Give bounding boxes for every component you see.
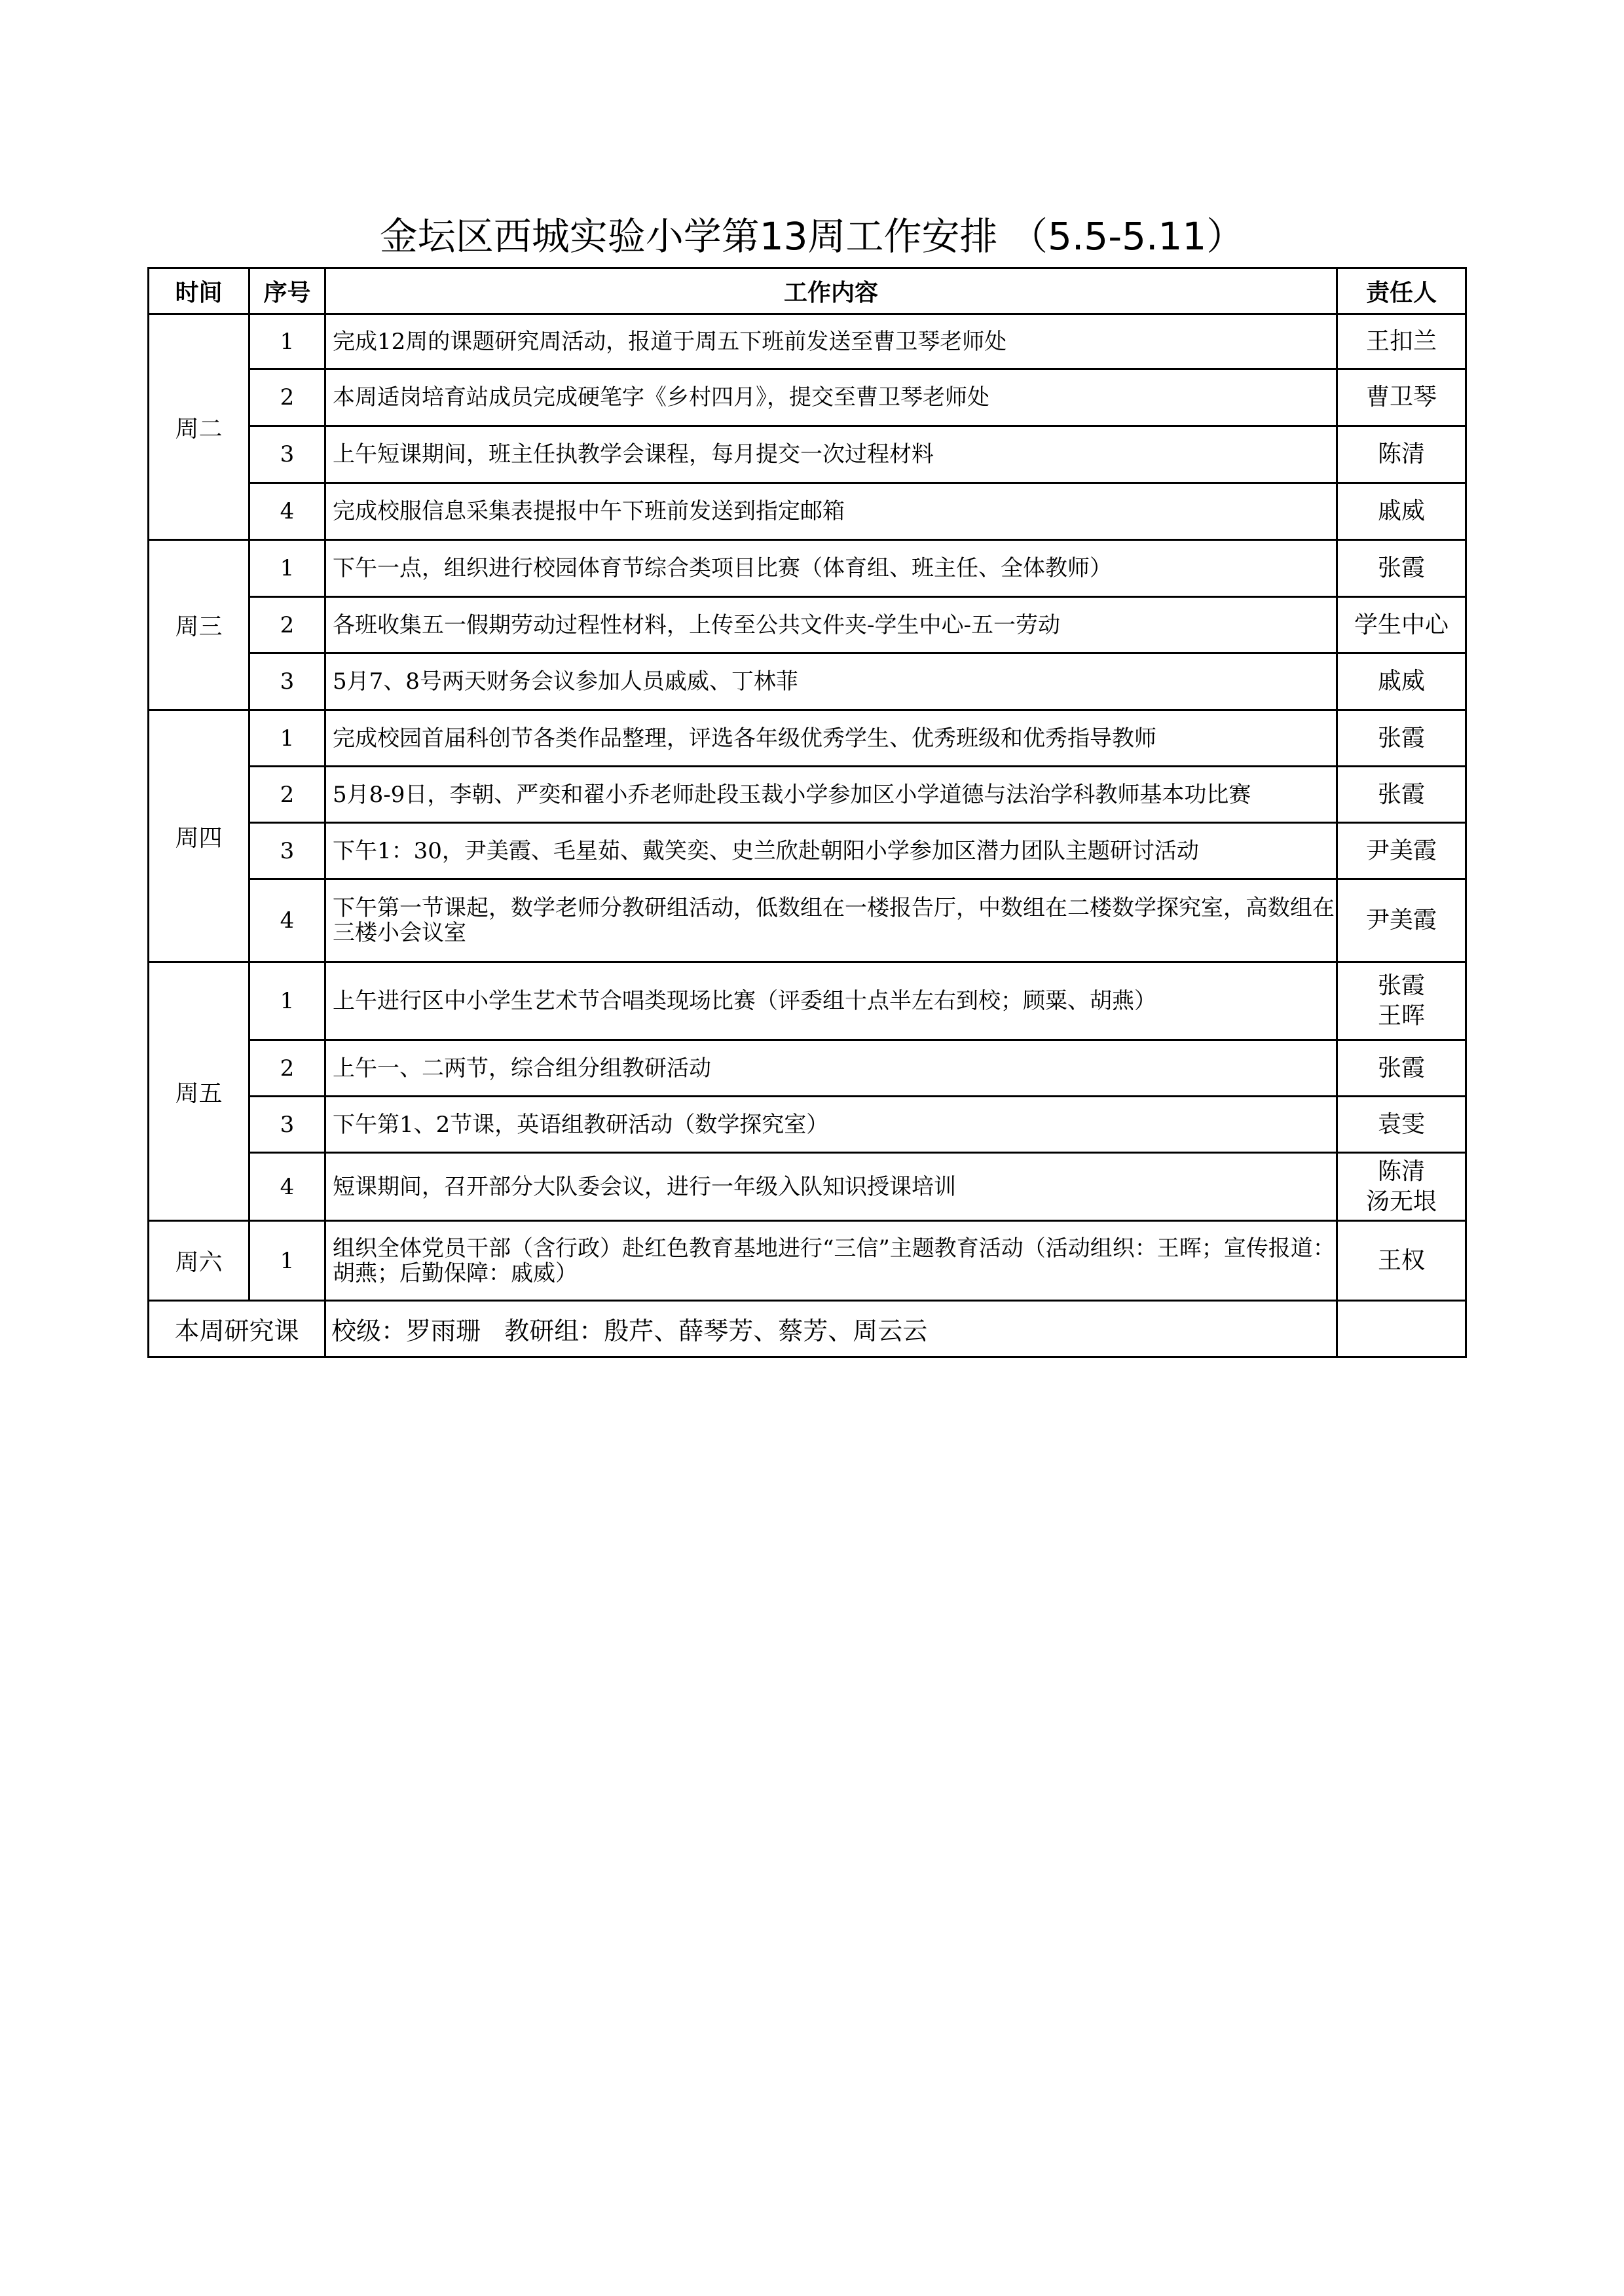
task-content: 短课期间，召开部分大队委会议，进行一年级入队知识授课培训 [325,1153,1337,1221]
table-row [149,962,1466,1040]
table-row [149,879,1466,962]
owner-name: 张霞 [1377,1054,1425,1082]
owner-cell [1337,540,1466,597]
owner-name: 张霞 [1377,555,1425,581]
item-number: 3 [249,653,325,710]
table-row [149,483,1466,540]
owner-name: 张霞 [1377,724,1425,752]
owner-cell [1337,1221,1466,1301]
task-content: 本周适岗培育站成员完成硬笔字《乡村四月》，提交至曹卫琴老师处 [325,369,1337,426]
day-cell: 周三 [149,540,249,710]
owner-cell [1337,823,1466,879]
task-content: 5月8-9日，李朝、严奕和翟小乔老师赴段玉裁小学参加区小学道德与法治学科教师基本功比赛 [325,767,1337,823]
day-cell: 周四 [149,710,249,962]
day-cell: 周二 [149,314,249,540]
header-owner: 责任人 [1337,268,1466,314]
table-row [149,597,1466,653]
task-content: 下午1：30，尹美霞、毛星茹、戴笑奕、史兰欣赴朝阳小学参加区潜力团队主题研讨活动 [325,823,1337,879]
owner-name: 陈清 [1377,1157,1425,1185]
task-content: 完成校园首届科创节各类作品整理，评选各年级优秀学生、优秀班级和优秀指导教师 [325,710,1337,767]
item-number: 1 [249,540,325,597]
table-header-row [149,268,1466,314]
item-number: 4 [249,1153,325,1221]
item-number: 2 [249,597,325,653]
owner-cell [1337,483,1466,540]
item-number: 1 [249,1221,325,1301]
owner-cell [1337,426,1466,483]
day-cell: 周六 [149,1221,249,1301]
item-number: 1 [249,962,325,1040]
owner-name: 汤无垠 [1365,1188,1437,1215]
owner-name: 王扣兰 [1365,327,1437,355]
owner-cell [1337,653,1466,710]
research-class-content: 校级：罗雨珊 教研组：殷芹、薛琴芳、蔡芳、周云云 [325,1301,1337,1357]
owner-name: 陈清 [1377,441,1425,467]
task-content: 组织全体党员干部（含行政）赴红色教育基地进行“三信”主题教育活动（活动组织：王晖；宣传报道：胡燕；后勤保障：戚威） [325,1221,1337,1301]
schedule-body [149,314,1466,1301]
owner-cell [1337,597,1466,653]
table-row [149,426,1466,483]
table-row [149,369,1466,426]
task-content: 上午进行区中小学生艺术节合唱类现场比赛（评委组十点半左右到校；顾粟、胡燕） [325,962,1337,1040]
table-row [149,823,1466,879]
item-number: 2 [249,767,325,823]
weekly-schedule-table [147,267,1467,1358]
task-content: 下午一点，组织进行校园体育节综合类项目比赛（体育组、班主任、全体教师） [325,540,1337,597]
owner-name: 戚威 [1377,668,1425,695]
task-content: 上午短课期间，班主任执教学会课程，每月提交一次过程材料 [325,426,1337,483]
task-content: 各班收集五一假期劳动过程性材料，上传至公共文件夹-学生中心-五一劳动 [325,597,1337,653]
task-content: 完成校服信息采集表提报中午下班前发送到指定邮箱 [325,483,1337,540]
header-num: 序号 [249,268,325,314]
item-number: 3 [249,823,325,879]
header-time: 时间 [149,268,249,314]
task-content: 下午第1、2节课，英语组教研活动（数学探究室） [325,1097,1337,1153]
owner-cell [1337,1097,1466,1153]
table-row [149,653,1466,710]
task-content: 上午一、二两节，综合组分组教研活动 [325,1040,1337,1097]
item-number: 3 [249,426,325,483]
owner-name: 王晖 [1377,1002,1425,1029]
owner-name: 尹美霞 [1365,837,1437,864]
item-number: 3 [249,1097,325,1153]
task-content: 5月7、8号两天财务会议参加人员戚威、丁林菲 [325,653,1337,710]
owner-name: 张霞 [1377,780,1425,808]
task-content: 下午第一节课起，数学老师分教研组活动，低数组在一楼报告厅，中数组在二楼数学探究室，高数组在三楼小会议室 [325,879,1337,962]
research-class-label: 本周研究课 [149,1301,325,1357]
owner-name: 曹卫琴 [1365,384,1437,410]
table-row [149,1221,1466,1301]
page-title: 金坛区西城实验小学第13周工作安排 （5.5-5.11） [379,214,1245,259]
table-row [149,1097,1466,1153]
owner-name: 袁雯 [1377,1110,1425,1138]
owner-cell [1337,314,1466,369]
owner-cell [1337,710,1466,767]
task-content: 完成12周的课题研究周活动，报道于周五下班前发送至曹卫琴老师处 [325,314,1337,369]
item-number: 4 [249,879,325,962]
owner-name: 学生中心 [1354,611,1449,638]
item-number: 4 [249,483,325,540]
owner-name: 张霞 [1377,972,1425,999]
table-row [149,314,1466,369]
table-row [149,1040,1466,1097]
research-class-row [149,1301,1466,1357]
item-number: 1 [249,314,325,369]
owner-cell [1337,1040,1466,1097]
table-row [149,767,1466,823]
owner-cell [1337,962,1466,1040]
table-row [149,1153,1466,1221]
owner-name: 戚威 [1377,498,1425,524]
research-class-owner [1337,1301,1466,1357]
table-row [149,540,1466,597]
table-row [149,710,1466,767]
item-number: 2 [249,369,325,426]
owner-cell [1337,369,1466,426]
owner-cell [1337,1153,1466,1221]
item-number: 2 [249,1040,325,1097]
header-content: 工作内容 [325,268,1337,314]
day-cell: 周五 [149,962,249,1221]
owner-name: 王权 [1377,1247,1425,1274]
item-number: 1 [249,710,325,767]
owner-name: 尹美霞 [1365,907,1437,934]
owner-cell [1337,879,1466,962]
owner-cell [1337,767,1466,823]
